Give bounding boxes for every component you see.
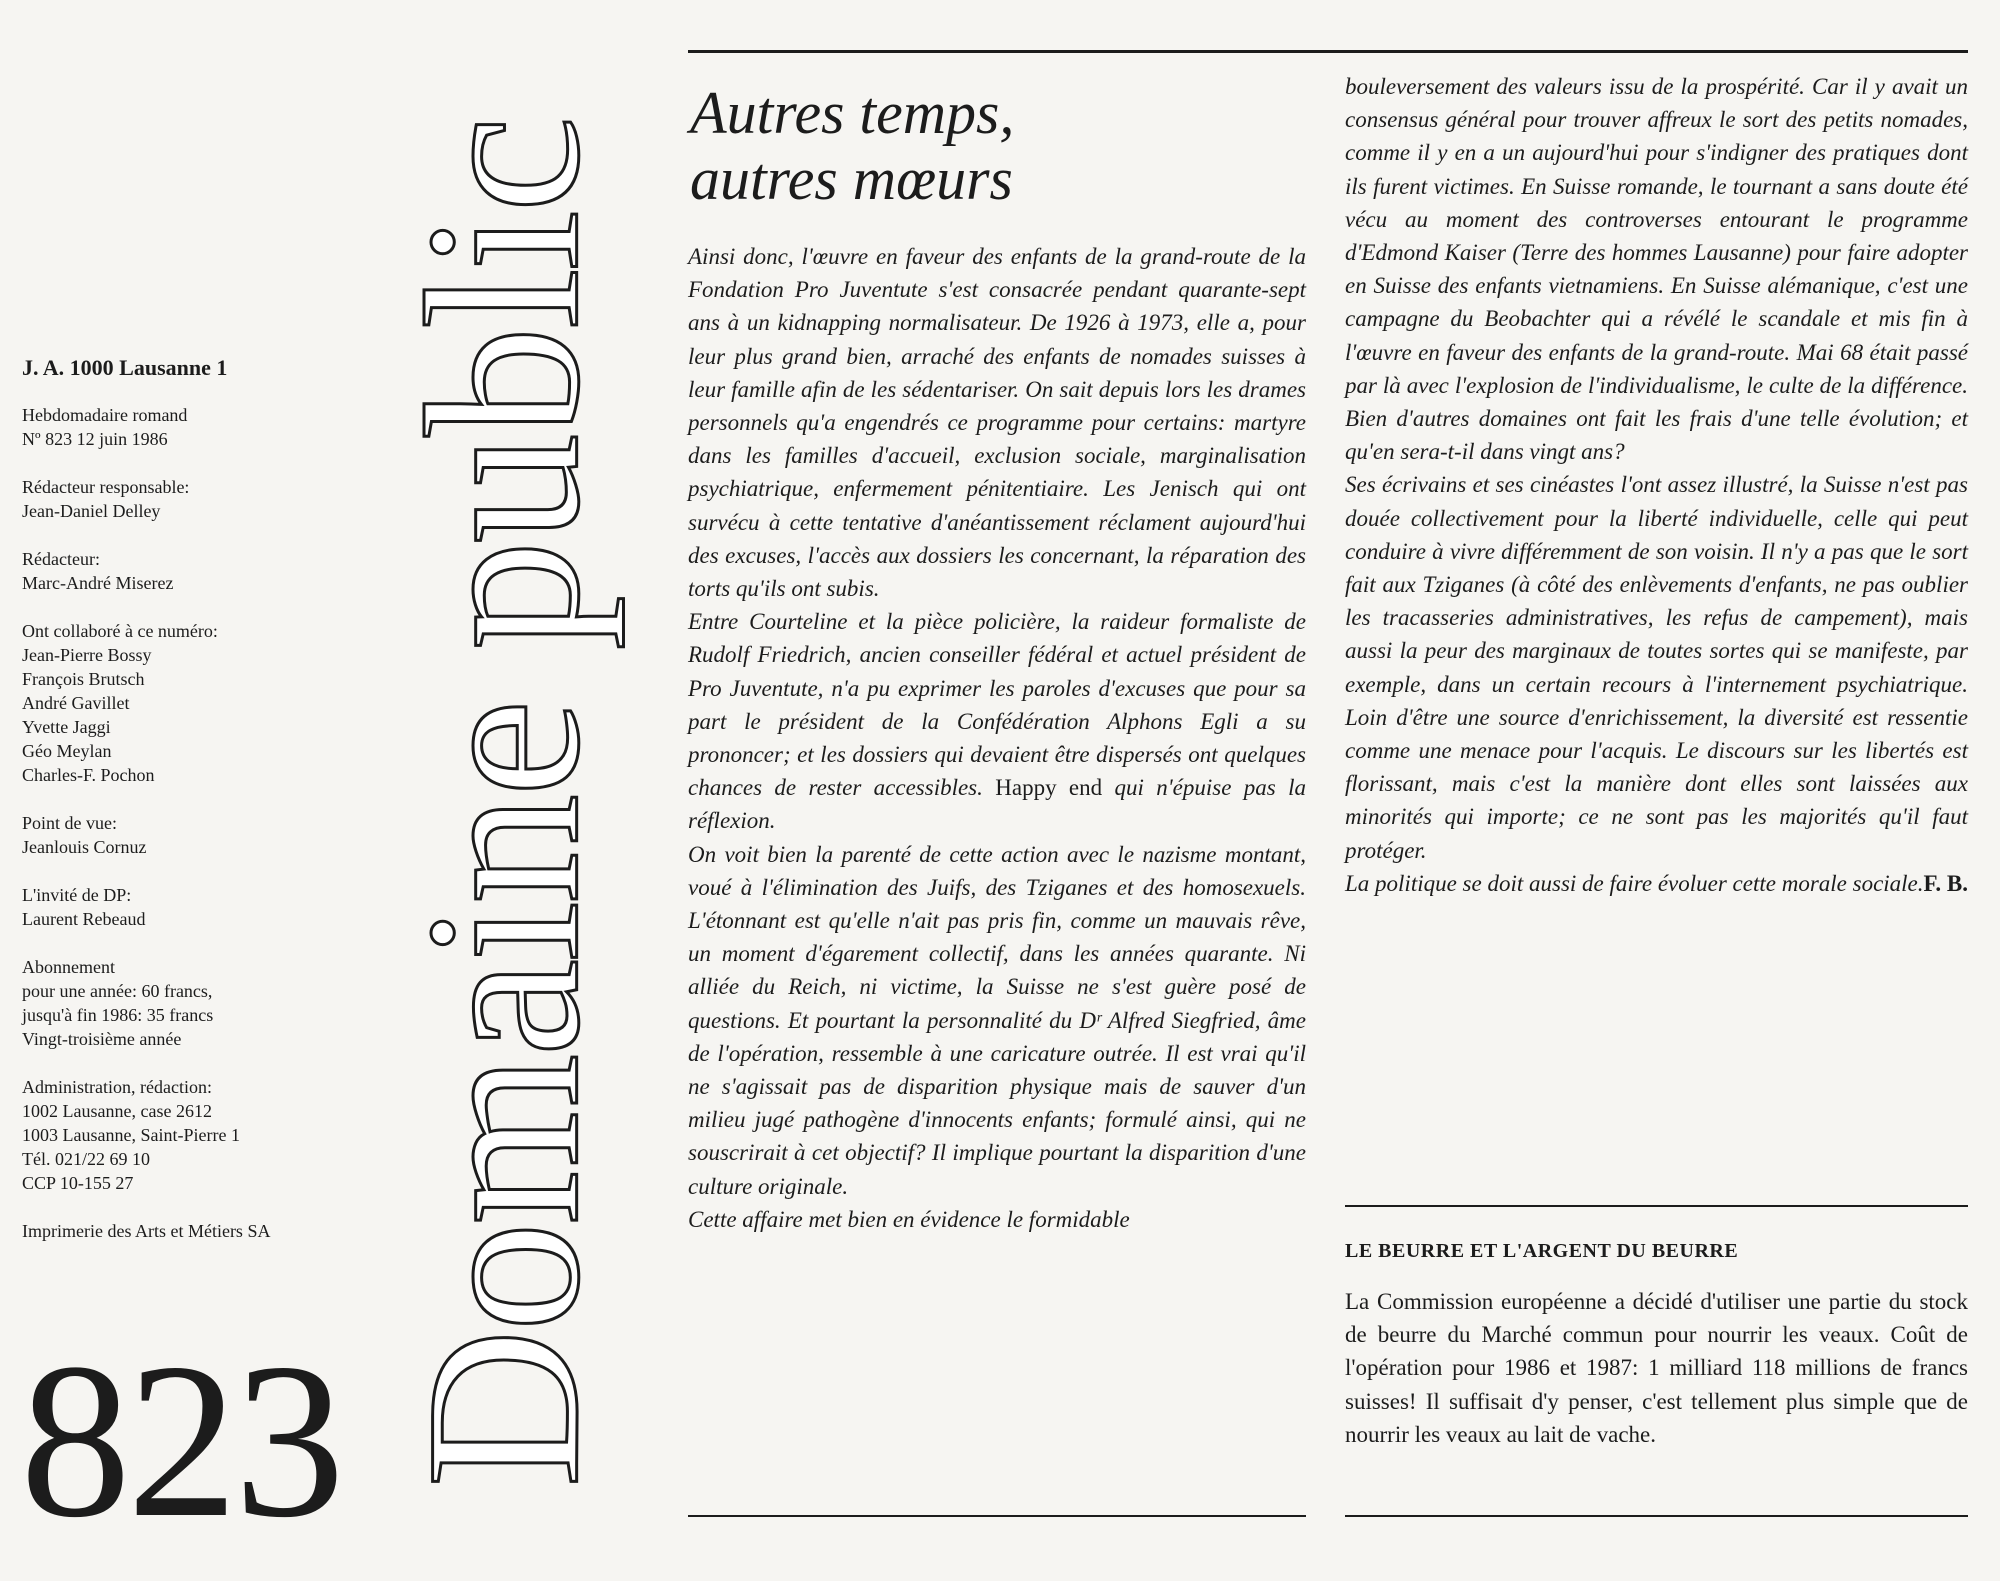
paragraph: La politique se doit aussi de faire évoluer cette morale sociale. <box>1345 870 1924 896</box>
masthead-title: Domaine public <box>380 117 625 1488</box>
paragraph: Entre Courteline et la pièce policière, la raideur formaliste de Rudolf Friedrich, ancien conseiller fédéral et actuel président de Pro Juventute, n'a pu exprimer les paroles d'excuses que pour sa part le président de la Confédération Alphons Egli a su prononcer; et les dossiers qui devaient être dispersés ont quelques chances de rester accessibles. Happy end qui n'épuise pas la réflexion. <box>688 609 1306 834</box>
paragraph: On voit bien la parenté de cette action avec le nazisme montant, voué à l'élimination des Juifs, des Tziganes et des homosexuels. L'étonnant est qu'elle n'ait pas pris fin, comme un mauvais rêve, un moment d'égarement collectif, dans les années quarante. Ni alliée du Reich, ni victime, la Suisse ne s'est guère posé de questions. Et pourtant la personnalité du Dʳ Alfred Siegfried, âme de l'opération, ressemble à une caricature outrée. Il est vrai qu'il ne s'agissait pas de disparition physique mais de sauver d'un milieu jugé pathogène d'innocents enfants; formulé ainsi, qui ne souscrirait à cet objectif? Il implique pourtant la disparition d'une culture originale. <box>688 841 1306 1199</box>
column-bottom-rule <box>688 1515 1306 1517</box>
colophon <box>22 355 382 1267</box>
issue-number: 823 <box>20 1318 341 1564</box>
point-of-view: Point de vue: Jeanlouis Cornuz <box>22 813 147 857</box>
brief-body: La Commission européenne a décidé d'utiliser une partie du stock de beurre du Marché commun pour nourrir les veaux. Coût de l'opération pour 1986 et 1987: 1 milliard 118 millions de francs suisses! Il suffisait d'y penser, c'est tellement plus simple que de nourrir les veaux au lait de vache. <box>1345 1289 1968 1447</box>
top-rule <box>688 50 1968 53</box>
publication-info: Hebdomadaire romand Nº 823 12 juin 1986 <box>22 405 188 449</box>
postal-mark: J. A. 1000 Lausanne 1 <box>22 355 228 380</box>
masthead <box>380 60 625 1545</box>
article-column-left <box>688 240 1306 1236</box>
paragraph: bouleversement des valeurs issu de la prospérité. Car il y avait un consensus général pour trouver affreux le sort des petits nomades, comme il y en a un aujourd'hui pour s'indigner des pratiques dont ils furent victimes. En Suisse romande, le tournant a sans doute été vécu au moment des controverses entourant le programme d'Edmond Kaiser (Terre des hommes Lausanne) pour faire adopter en Suisse des enfants vietnamiens. En Suisse alémanique, c'est une campagne du Beobachter qui a révélé le scandale et mis fin à l'œuvre en faveur des enfants de la grand-route. Mai 68 était passé par là avec l'explosion de l'individualisme, le culte de la différence. Bien d'autres domaines ont fait les frais d'une telle évolution; et qu'en sera-t-il dans vingt ans? <box>1345 74 1968 465</box>
article-column-right <box>1345 70 1968 900</box>
contributors: Ont collaboré à ce numéro: Jean-Pierre Bossy François Brutsch André Gavillet Yvette Jaggi Géo Meylan Charles-F. Pochon <box>22 621 218 785</box>
brief-top-rule <box>1345 1205 1968 1207</box>
headline: Autres temps, autres mœurs <box>690 80 1015 212</box>
paragraph: Ses écrivains et ses cinéastes l'ont assez illustré, la Suisse n'est pas douée collectivement pour la liberté individuelle, celle qui peut conduire à vivre différemment de son voisin. Il n'y a pas que le sort fait aux Tziganes (à côté des enlèvements d'enfants, ne pas oublier les tracasseries administratives, les refus de campement), mais aussi la peur des marginaux de toutes sortes qui se manifeste, par exemple, dans un certain recours à l'internement psychiatrique. Loin d'être une source d'enrichissement, la diversité est ressentie comme une menace pour l'acquis. Le discours sur les libertés est florissant, mais c'est la manière dont elles sont laissées aux minorités qui importe; ce ne sont pas les majorités qu'il faut protéger. <box>1345 472 1968 863</box>
guest: L'invité de DP: Laurent Rebeaud <box>22 885 146 929</box>
administration: Administration, rédaction: 1002 Lausanne, case 2612 1003 Lausanne, Saint-Pierre 1 Tél. 021/22 69 10 CCP 10-155 27 <box>22 1077 240 1193</box>
editor: Rédacteur: Marc-André Miserez <box>22 549 174 593</box>
brief-bottom-rule <box>1345 1515 1968 1517</box>
editor-responsible: Rédacteur responsable: Jean-Daniel Delley <box>22 477 190 521</box>
brief-title: LE BEURRE ET L'ARGENT DU BEURRE <box>1345 1240 1739 1262</box>
subscription: Abonnement pour une année: 60 francs, jusqu'à fin 1986: 35 francs Vingt-troisième année <box>22 957 214 1049</box>
author-signature: F. B. <box>1923 871 1968 897</box>
paragraph: Ainsi donc, l'œuvre en faveur des enfants de la grand-route de la Fondation Pro Juventute s'est consacrée pendant quarante-sept ans à un kidnapping normalisateur. De 1926 à 1973, elle a, pour leur plus grand bien, arraché des enfants de nomades suisses à leur famille afin de les sédentariser. On sait depuis lors les drames personnels qu'a engendrés ce programme pour certains: martyre dans les familles d'accueil, exclusion sociale, marginalisation psychiatrique, enfermement pénitentiaire. Les Jenisch qui ont survécu à cette tentative d'anéantissement réclament aujourd'hui des excuses, l'accès aux dossiers les concernant, la réparation des torts qu'ils ont subis. <box>688 244 1306 602</box>
printer: Imprimerie des Arts et Métiers SA <box>22 1221 271 1241</box>
paragraph: Cette affaire met bien en évidence le formidable <box>688 1206 1130 1232</box>
